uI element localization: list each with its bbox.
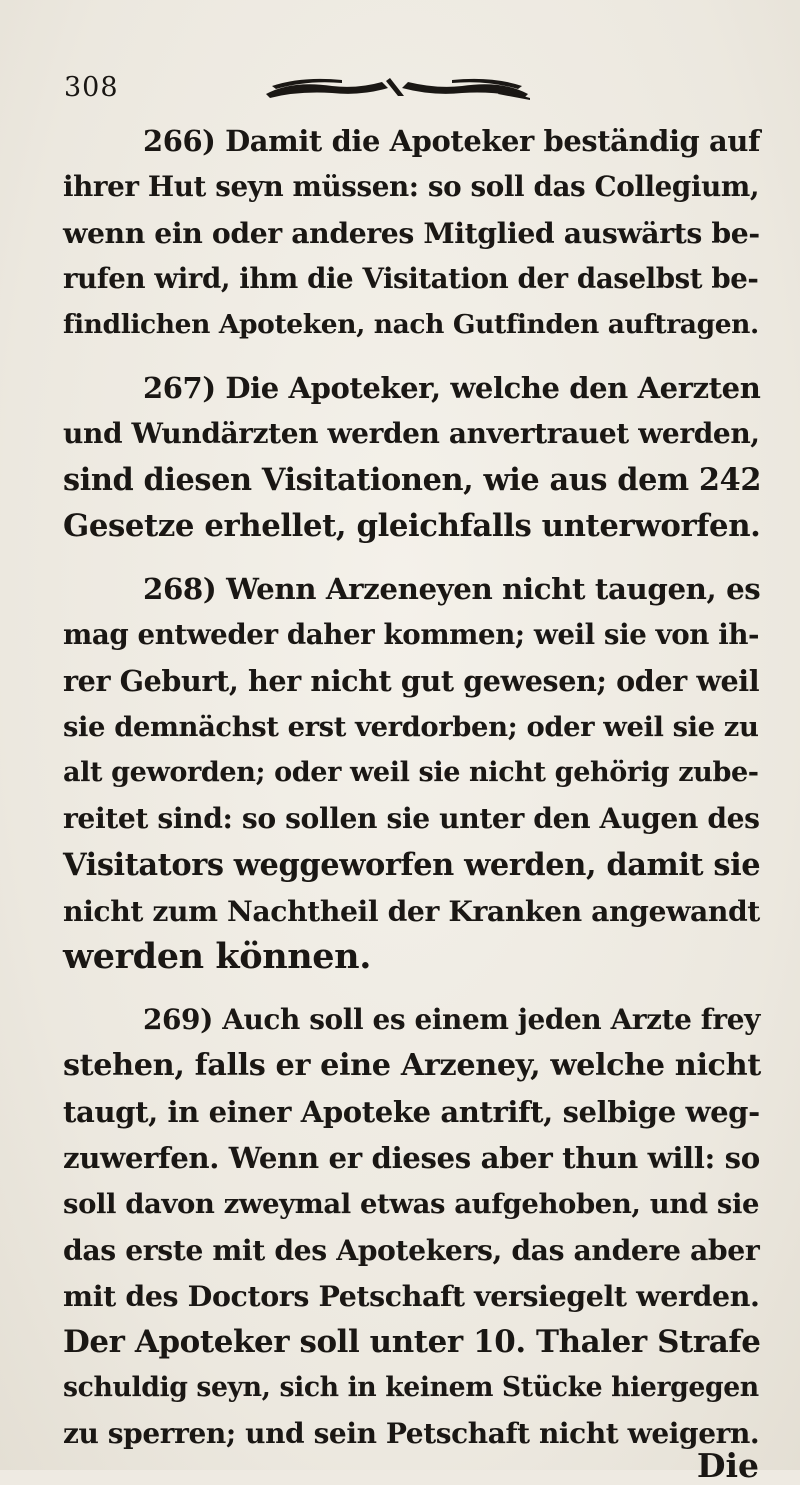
text-line: ihrer Hut seyn müssen: so soll das Collegium,	[63, 170, 760, 203]
text-line: 266) Damit die Apoteker beständig auf	[143, 124, 761, 158]
text-line: rufen wird, ihm die Visitation der daselbst be-	[63, 262, 759, 295]
paragraph-267	[63, 365, 763, 549]
text-line: wenn ein oder anderes Mitglied auswärts be-	[63, 216, 760, 250]
text-line: taugt, in einer Apoteke antrift, selbige weg-	[63, 1095, 760, 1129]
body-text	[63, 118, 763, 1485]
text-line: zuwerfen. Wenn er dieses aber thun will: so	[63, 1141, 760, 1175]
text-line: 269) Auch soll es einem jeden Arzte frey	[143, 1003, 760, 1036]
text-line: reitet sind: so sollen sie unter den Augen des	[63, 802, 760, 835]
text-line: Gesetze erhellet, gleichfalls unterworfen.	[63, 508, 761, 544]
text-line: das erste mit des Apotekers, das andere aber	[63, 1233, 760, 1267]
text-line: rer Geburt, her nicht gut gewesen; oder weil	[63, 664, 760, 698]
text-line: sie demnächst erst verdorben; oder weil sie zu	[63, 711, 759, 743]
text-line: mag entweder daher kommen; weil sie von ih-	[63, 618, 760, 651]
text-line: Der Apoteker soll unter 10. Thaler Strafe	[63, 1324, 761, 1360]
text-line: stehen, falls er eine Arzeney, welche nicht	[63, 1048, 761, 1083]
paragraph-269	[63, 997, 763, 1457]
paragraph-266	[63, 118, 763, 348]
text-line: sind diesen Visitationen, wie aus dem 242	[63, 462, 762, 498]
text-line: 268) Wenn Arzeneyen nicht taugen, es	[143, 572, 761, 606]
text-line: 267) Die Apoteker, welche den Aerzten	[143, 371, 761, 405]
text-line: zu sperren; und sein Petschaft nicht weigern.	[63, 1417, 760, 1450]
text-line: soll davon zweymal etwas aufgehoben, und sie	[63, 1188, 760, 1220]
page-number: 308	[64, 72, 119, 103]
text-line: mit des Doctors Petschaft versiegelt werden.	[63, 1279, 760, 1313]
text-line: werden können.	[63, 936, 371, 977]
paragraph-268	[63, 566, 763, 980]
text-line: nicht zum Nachtheil der Kranken angewandt	[63, 894, 760, 928]
text-line: Visitators weggeworfen werden, damit sie	[63, 847, 761, 883]
text-line: findlichen Apoteken, nach Gutfinden auftragen.	[63, 309, 759, 340]
text-line: schuldig seyn, sich in keinem Stücke hiergegen	[63, 1372, 759, 1403]
header-ornament	[262, 74, 532, 100]
catchword: Die	[696, 1446, 759, 1485]
text-line: alt geworden; oder weil sie nicht gehörig zube-	[63, 757, 759, 788]
text-line: und Wundärzten werden anvertrauet werden,	[63, 417, 760, 450]
